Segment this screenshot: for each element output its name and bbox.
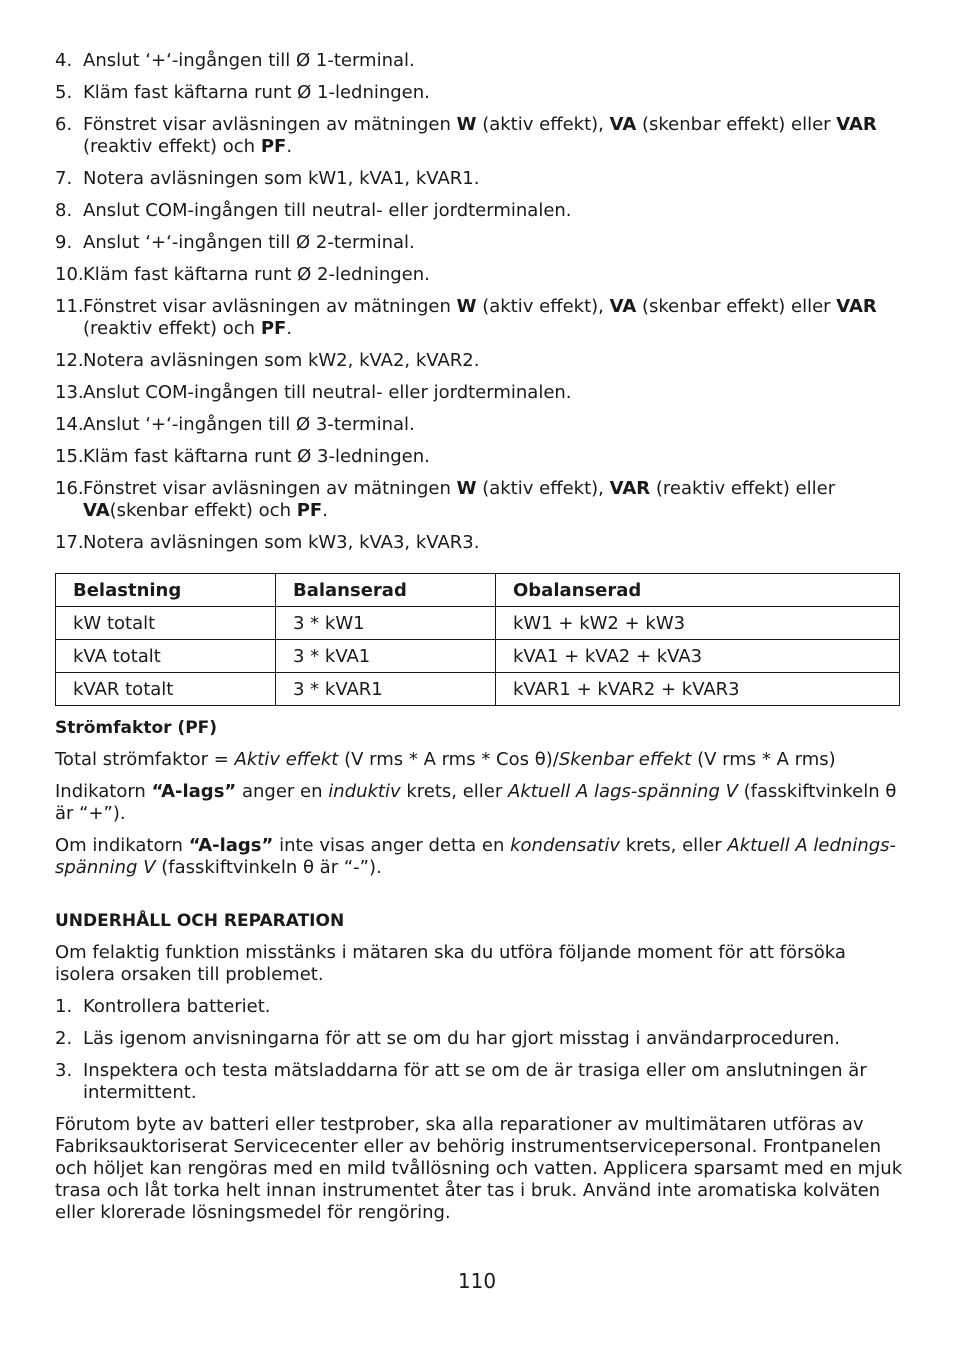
pf-paragraphs [55, 749, 905, 879]
step-number: 9. [55, 232, 73, 253]
step-number: 6. [55, 114, 73, 135]
step-number: 17. [55, 532, 84, 553]
table-row [56, 640, 900, 673]
bold-text: VA [609, 296, 637, 317]
text-run: (skenbar effekt) och [109, 500, 297, 521]
text-run: Om indikatorn [55, 835, 189, 856]
text-run: (reaktiv effekt) och [83, 318, 261, 339]
list-item [55, 446, 905, 468]
text-run: (aktiv effekt), [476, 114, 610, 135]
text-run: . [322, 500, 328, 521]
text-run: krets, eller [620, 835, 728, 856]
text-run: Anslut ‘+‘-ingången till Ø 2-terminal. [83, 232, 415, 253]
bold-text: W [456, 114, 477, 135]
step-number: 2. [55, 1028, 73, 1049]
list-item [55, 350, 905, 372]
text-run: (aktiv effekt), [476, 478, 610, 499]
table-cell: kVAR totalt [56, 673, 276, 706]
list-item [55, 996, 905, 1018]
table-header-cell: Balanserad [276, 574, 496, 607]
step-number: 4. [55, 50, 73, 71]
table-cell: 3 * kVAR1 [276, 673, 496, 706]
step-number: 15. [55, 446, 84, 467]
list-item [55, 1060, 905, 1104]
italic-text: Aktuell A lednings-spänning V [55, 835, 897, 878]
step-number: 3. [55, 1060, 73, 1081]
text-run: (aktiv effekt), [476, 296, 610, 317]
step-number: 10. [55, 264, 84, 285]
text-run: (fasskiftvinkeln θ är “+”). [55, 781, 897, 824]
step-text: Inspektera och testa mätsladdarna för att se om de är trasiga eller om anslutningen är intermittent. [83, 1060, 867, 1103]
bold-text: W [456, 478, 477, 499]
step-number: 7. [55, 168, 73, 189]
step-number: 16. [55, 478, 84, 499]
text-run: Fönstret visar avläsningen av mätningen [83, 114, 457, 135]
table-cell: 3 * kW1 [276, 607, 496, 640]
step-number: 11. [55, 296, 84, 317]
pf-paragraph [55, 835, 905, 879]
text-run: Notera avläsningen som kW2, kVA2, kVAR2. [83, 350, 480, 371]
step-text: Kontrollera batteriet. [83, 996, 271, 1017]
step-text: Läs igenom anvisningarna för att se om du har gjort misstag i användarproceduren. [83, 1028, 840, 1049]
table-row [56, 673, 900, 706]
bold-text: PF [260, 136, 287, 157]
bold-text: VAR [836, 114, 877, 135]
list-item [55, 82, 905, 104]
list-item [55, 414, 905, 436]
bold-text: “A-lags” [151, 781, 237, 802]
step-number: 5. [55, 82, 73, 103]
maintenance-closing: Förutom byte av batteri eller testprober, ska alla reparationer av multimätaren utföras av Fabriksauktoriserat Servicecenter eller av behörig instrumentservicepersonal. Frontpanelen och höljet kan rengöras med en mild tvållösning och vatten. Applicera sparsamt med en mjuk trasa och låt torka helt innan instrumentet åter tas i bruk. Använd inte aromatiska kolväten eller klorerade lösningsmedel för rengöring. [55, 1114, 903, 1223]
list-item [55, 478, 905, 522]
bold-text: PF [296, 500, 323, 521]
text-run: inte visas anger detta en [273, 835, 511, 856]
bold-text: W [456, 296, 477, 317]
maintenance-steps [55, 996, 905, 1104]
pf-paragraph [55, 749, 905, 771]
pf-heading: Strömfaktor (PF) [55, 718, 218, 738]
text-run: Notera avläsningen som kW3, kVA3, kVAR3. [83, 532, 480, 553]
text-run: (skenbar effekt) eller [636, 296, 837, 317]
text-run: Kläm fast käftarna runt Ø 1-ledningen. [83, 82, 430, 103]
table-header-cell: Obalanserad [496, 574, 900, 607]
list-item [55, 382, 905, 404]
table-cell: kVA1 + kVA2 + kVA3 [496, 640, 900, 673]
table-cell: kW1 + kW2 + kW3 [496, 607, 900, 640]
text-run: Notera avläsningen som kW1, kVA1, kVAR1. [83, 168, 480, 189]
table-cell: kVA totalt [56, 640, 276, 673]
text-run: (fasskiftvinkeln θ är “-”). [155, 857, 382, 878]
italic-text: Skenbar effekt [558, 749, 692, 770]
text-run: . [286, 136, 293, 157]
document-page [55, 50, 905, 1234]
list-item [55, 50, 905, 72]
text-run: Kläm fast käftarna runt Ø 2-ledningen. [83, 264, 430, 285]
bold-text: VAR [836, 296, 877, 317]
italic-text: Aktuell A lags-spänning V [508, 781, 738, 802]
text-run: Anslut ‘+‘-ingången till Ø 1-terminal. [83, 50, 415, 71]
text-run: Anslut COM-ingången till neutral- eller jordterminalen. [83, 200, 572, 221]
step-number: 8. [55, 200, 73, 221]
list-item [55, 532, 905, 554]
text-run: krets, eller [400, 781, 509, 802]
list-item [55, 264, 905, 286]
list-item [55, 114, 905, 158]
list-item [55, 168, 905, 190]
text-run: (reaktiv effekt) eller [650, 478, 836, 499]
text-run: Anslut COM-ingången till neutral- eller jordterminalen. [83, 382, 572, 403]
italic-text: kondensativ [510, 835, 620, 856]
list-item [55, 200, 905, 222]
table-header-cell: Belastning [56, 574, 276, 607]
list-item [55, 1028, 905, 1050]
text-run: (skenbar effekt) eller [636, 114, 837, 135]
load-table [55, 573, 900, 706]
bold-text: VAR [609, 478, 651, 499]
text-run: Indikatorn [55, 781, 152, 802]
maintenance-intro: Om felaktig funktion misstänks i mätaren ska du utföra följande moment för att försöka isolera orsaken till problemet. [55, 942, 846, 985]
table-cell: kVAR1 + kVAR2 + kVAR3 [496, 673, 900, 706]
text-run: (V rms * A rms) [691, 749, 836, 770]
list-item [55, 296, 905, 340]
table-row [56, 607, 900, 640]
table-header-row [56, 574, 900, 607]
text-run: (reaktiv effekt) och [83, 136, 261, 157]
step-number: 12. [55, 350, 84, 371]
step-number: 14. [55, 414, 84, 435]
bold-text: “A-lags” [188, 835, 274, 856]
text-run: Fönstret visar avläsningen av mätningen [83, 296, 457, 317]
text-run: Kläm fast käftarna runt Ø 3-ledningen. [83, 446, 430, 467]
text-run: . [286, 318, 293, 339]
table-cell: kW totalt [56, 607, 276, 640]
text-run: (V rms * A rms * Cos θ)/ [338, 749, 559, 770]
bold-text: VA [609, 114, 637, 135]
list-item [55, 232, 905, 254]
step-number: 13. [55, 382, 84, 403]
page-number: 110 [457, 1269, 497, 1293]
text-run: Anslut ‘+‘-ingången till Ø 3-terminal. [83, 414, 415, 435]
bold-text: VA [83, 500, 110, 521]
step-number: 1. [55, 996, 73, 1017]
table-cell: 3 * kVA1 [276, 640, 496, 673]
bold-text: PF [260, 318, 287, 339]
measurement-steps [55, 50, 905, 554]
text-run: anger en [236, 781, 329, 802]
maintenance-heading: UNDERHÅLL OCH REPARATION [55, 911, 345, 931]
text-run: Fönstret visar avläsningen av mätningen [83, 478, 457, 499]
text-run: Total strömfaktor = [55, 749, 235, 770]
italic-text: Aktiv effekt [234, 749, 339, 770]
pf-paragraph [55, 781, 905, 825]
italic-text: induktiv [328, 781, 401, 802]
